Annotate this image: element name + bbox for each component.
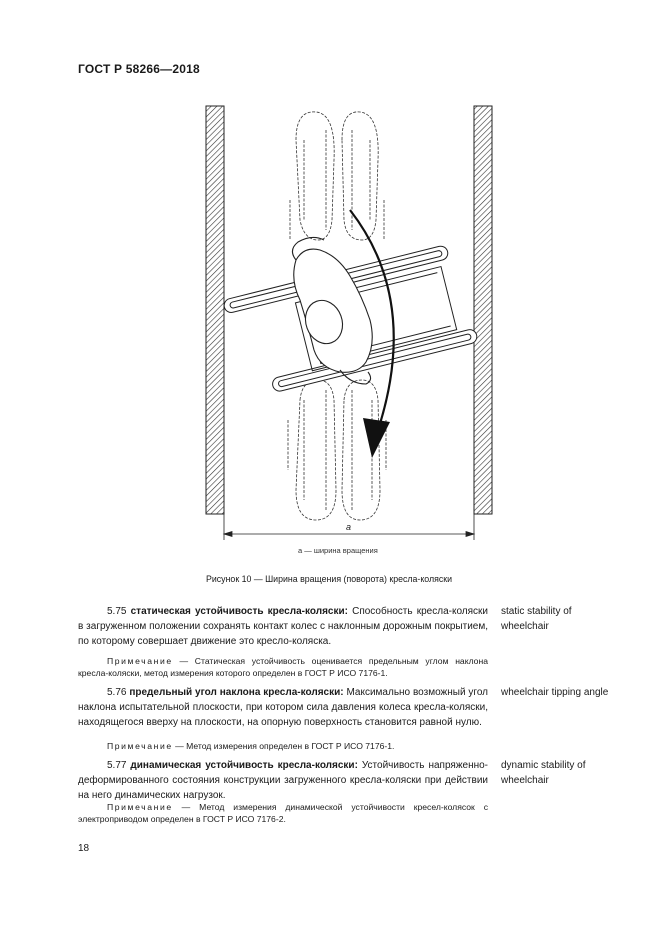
note-text: — Статическая устойчивость оценивается предельным углом наклона кресла-коляски, метод измерения которого определен в ГОСТ Р ИСО 7176-1. xyxy=(78,656,488,679)
term-5-75 xyxy=(78,604,488,650)
term-english-5-77: dynamic stability of wheelchair xyxy=(501,760,586,786)
term-number: 5.76 xyxy=(107,687,127,698)
page-number: 18 xyxy=(78,843,90,854)
right-wall xyxy=(474,106,492,514)
note-5-76 xyxy=(78,740,488,752)
term-definition: Устойчивость напряженно-деформированного состояния конструкции загруженного кресла-коляски при действии на него динамических нагрузок. xyxy=(78,760,489,802)
wheelchair-start-outline xyxy=(290,112,384,240)
note-5-77 xyxy=(78,801,488,826)
note-label: Примечание xyxy=(107,802,173,812)
term-number: 5.77 xyxy=(107,760,127,771)
document-header: ГОСТ Р 58266—2018 xyxy=(78,62,200,76)
note-text: — Метод измерения определен в ГОСТ Р ИСО 7176-1. xyxy=(175,741,395,751)
occupant-figure xyxy=(292,237,372,384)
note-text: — Метод измерения динамической устойчивости кресел-колясок с электроприводом определен в ГОСТ Р ИСО 7176-2. xyxy=(78,802,488,825)
note-label: Примечание xyxy=(107,741,173,751)
term-5-76 xyxy=(78,685,488,731)
term-english-5-76: wheelchair tipping angle xyxy=(501,687,609,698)
term-title: динамическая устойчивость кресла-коляски: xyxy=(130,760,358,771)
term-english-5-75: static stability of wheelchair xyxy=(501,606,572,632)
left-wall xyxy=(206,106,224,514)
note-5-75 xyxy=(78,655,488,680)
term-definition: Способность кресла-коляски в загруженном положении сохранять контакт колес с наклонным дорожным покрытием, по которому совершает движение это кресло-коляска. xyxy=(78,606,488,648)
wheelchair-turning-diagram xyxy=(200,100,500,560)
dimension-label: а xyxy=(346,522,352,532)
term-title: статическая устойчивость кресла-коляски: xyxy=(130,606,348,617)
note-label: Примечание xyxy=(107,656,173,666)
term-number: 5.75 xyxy=(107,606,127,617)
term-title: предельный угол наклона кресла-коляски: xyxy=(129,687,344,698)
term-5-77 xyxy=(78,758,488,804)
term-definition: Максимально возможный угол наклона испытательной плоскости, при котором сила давления колеса кресла-коляски, находящегося вверху на плоскости, на опорную поверхность становится равной нулю. xyxy=(78,687,488,729)
